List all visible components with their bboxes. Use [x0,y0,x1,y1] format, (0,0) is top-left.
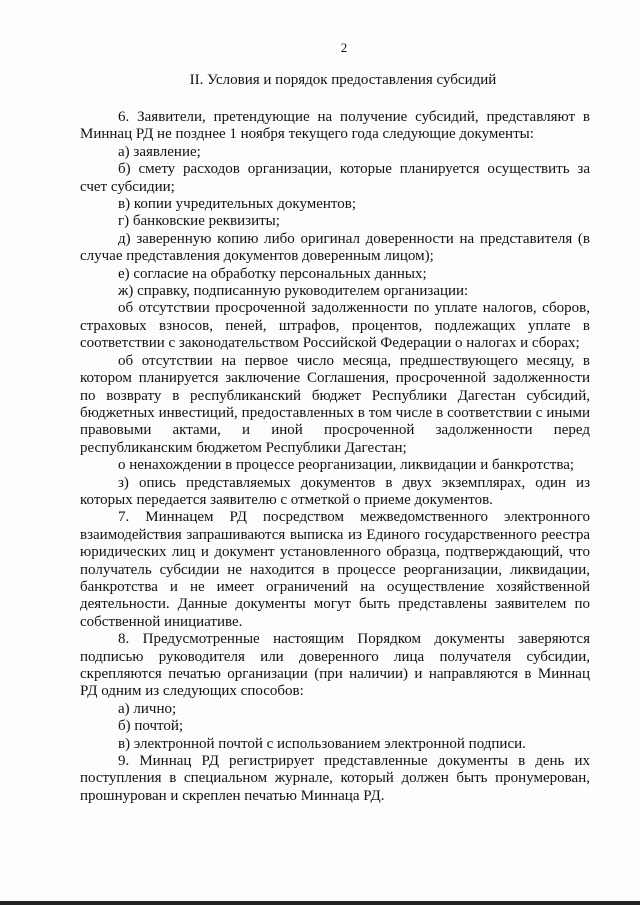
method-item-b: б) почтой; [118,718,184,735]
certificate-item-budget-debt: об отсутствии на первое число месяца, предшествующего месяцу, в котором планируется заключение Соглашения, просроченной задолженности по возврату в республиканский бюджет Республики Дагестан субсидий, бюджетных инвестиций, предоставленных в том числе в соответствии с иными правовыми актами, и иной просроченной задолженности перед республиканским бюджетом Республики Дагестан; [80,352,590,456]
paragraph-9: 9. Миннац РД регистрирует представленные документы в день их поступления в специальном журнале, который должен быть пронумерован, прошнурован и скреплен печатью Миннаца РД. [80,753,590,804]
list-item-z: з) опись представляемых документов в двух экземплярах, один из которых передается заявителю с отметкой о приеме документов. [80,474,590,508]
paragraph-8: 8. Предусмотренные настоящим Порядком документы заверяются подписью руководителя или доверенного лица получателя субсидии, скрепляются печатью организации (при наличии) и направляются в Миннац РД одним из следующих способов: [80,631,590,700]
list-item-v: в) копии учредительных документов; [118,196,357,213]
paragraph-7: 7. Миннацем РД посредством межведомственного электронного взаимодействия запрашиваются выписка из Единого государственного реестра юридических лиц и документ установленного образца, подтверждающий, что получатель субсидии не находится в процессе реорганизации, ликвидации, банкротства и не имеет ограничений на осуществление хозяйственной деятельности. Данные документы могут быть представлены заявителем по собственной инициативе. [80,509,590,630]
method-item-v: в) электронной почтой с использованием электронной подписи. [118,735,526,752]
page-number: 2 [340,40,348,55]
section-title: II. Условия и порядок предоставления субсидий [189,72,497,88]
method-item-a: а) лично; [118,700,177,717]
list-item-e: е) согласие на обработку персональных данных; [118,265,427,282]
list-item-a: а) заявление; [118,143,201,160]
list-item-d: д) заверенную копию либо оригинал доверенности на представителя (в случае представления документов доверенным лицом); [80,230,590,265]
list-item-g: г) банковские реквизиты; [118,213,280,230]
scan-bottom-edge [0,901,640,905]
paragraph-6: 6. Заявители, претендующие на получение субсидий, представляют в Миннац РД не позднее 1 ноября текущего года следующие документы: [80,109,590,143]
certificate-item-reorganization: о ненахождении в процессе реорганизации, ликвидации и банкротства; [118,457,575,474]
certificate-item-taxes: об отсутствии просроченной задолженности по уплате налогов, сборов, страховых взносов, пеней, штрафов, процентов, подлежащих уплате в соответствии с законодательством Российской Федерации о налогах и сборах; [80,300,590,352]
list-item-zh: ж) справку, подписанную руководителем организации: [118,283,469,300]
list-item-b: б) смету расходов организации, которые планируется осуществить за счет субсидии; [80,161,590,195]
document-body [80,109,590,805]
